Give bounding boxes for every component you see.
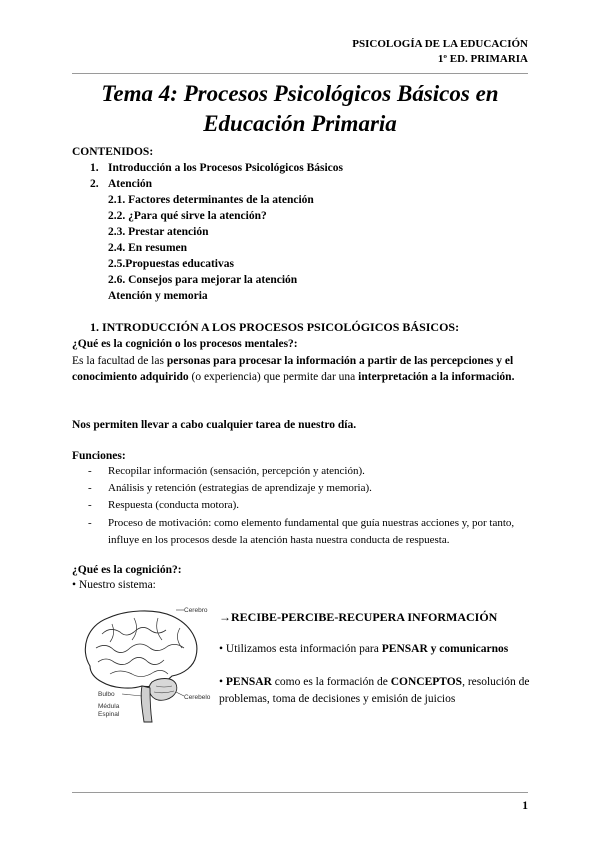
recibe-headline: →RECIBE-PERCIBE-RECUPERA INFORMACIÓN: [219, 610, 498, 624]
function-item: [88, 498, 538, 513]
contents-subitem: 2.3. Prestar atención: [108, 226, 209, 238]
function-item: [88, 515, 536, 549]
contents-subitem: 2.2. ¿Para qué sirve la atención?: [108, 210, 267, 222]
statement: Nos permiten llevar a cabo cualquier tarea de nuestro día.: [72, 419, 357, 431]
function-text: Recopilar información (sensación, percepción y atención).: [108, 465, 365, 477]
cognition-question: ¿Qué es la cognición o los procesos mentales?:: [72, 338, 298, 350]
dash-marker: -: [88, 517, 92, 529]
cognition-definition: [72, 353, 530, 385]
contents-subitem: Atención y memoria: [108, 290, 208, 302]
think-paragraph: [219, 674, 531, 708]
contents-subitem: 2.1. Factores determinantes de la atención: [108, 194, 314, 206]
section-1-heading: 1. INTRODUCCIÓN A LOS PROCESOS PSICOLÓGICOS BÁSICOS:: [90, 320, 460, 334]
brain-drawing: [72, 604, 212, 738]
contents-heading: CONTENIDOS:: [72, 146, 154, 158]
definition-text-2: (o experiencia) que permite dar una: [188, 371, 359, 383]
contents-item-2-number: 2.: [90, 178, 99, 190]
dash-marker: -: [88, 482, 92, 494]
function-item: [88, 481, 538, 496]
label-cerebro: Cerebro: [184, 607, 208, 614]
think-bold-2: CONCEPTOS: [390, 676, 463, 688]
system-line: • Nuestro sistema:: [72, 579, 156, 591]
header-subject: PSICOLOGÍA DE LA EDUCACIÓN: [352, 38, 528, 50]
contents-item-1-label: Introducción a los Procesos Psicológicos Básicos: [108, 162, 344, 174]
definition-bold-2: interpretación a la información.: [358, 371, 515, 383]
function-text: Análisis y retención (estrategias de aprendizaje y memoria).: [108, 482, 372, 494]
title-line-1: Tema 4: Procesos Psicológicos Básicos en: [101, 81, 499, 106]
page-title: [72, 79, 528, 139]
dash-marker: -: [88, 499, 92, 511]
use-info-text: • Utilizamos esta información para: [219, 643, 382, 655]
dash-marker: -: [88, 465, 92, 477]
label-espinal: Espinal: [98, 711, 120, 718]
use-info-bold: PENSAR y comunicarnos: [381, 643, 509, 655]
functions-heading: Funciones:: [72, 450, 126, 462]
contents-subitem: 2.5.Propuestas educativas: [108, 258, 234, 270]
contents-subitem: 2.4. En resumen: [108, 242, 188, 254]
cognition-question-2: ¿Qué es la cognición?:: [72, 564, 182, 576]
contents-item-2-label: Atención: [108, 178, 153, 190]
function-text: Proceso de motivación: como elemento fundamental que guía nuestras acciones y, por tanto, influye en los procesos desde la atención hasta nuestra conducta de respuesta.: [108, 517, 515, 546]
contents-item-1: [90, 161, 343, 176]
definition-text-1: Es la facultad de las: [72, 355, 167, 367]
page-number: 1: [522, 800, 528, 812]
function-text: Respuesta (conducta motora).: [108, 499, 240, 511]
think-bold-1: PENSAR: [225, 676, 272, 688]
think-text-1: como es la formación de: [271, 676, 391, 688]
brain-illustration: [72, 604, 212, 738]
contents-item-1-number: 1.: [90, 162, 99, 174]
contents-item-2: [90, 177, 152, 192]
use-info-line: [219, 642, 508, 657]
header-divider: [72, 73, 528, 74]
header-course: 1º ED. PRIMARIA: [437, 53, 528, 65]
contents-subitem: 2.6. Consejos para mejorar la atención: [108, 274, 298, 286]
footer-divider: [72, 792, 528, 793]
title-line-2: Educación Primaria: [203, 111, 397, 136]
definition-bold-1: personas para procesar la información a partir de las percepciones y el conocimiento adquirido: [72, 355, 514, 383]
think-text-2: , resolución de problemas, toma de decisiones y emisión de juicios: [219, 676, 530, 705]
think-bullet: •: [219, 676, 226, 688]
function-item: [88, 464, 538, 479]
label-medula: Médula: [98, 703, 120, 710]
label-cerebelo: Cerebelo: [184, 694, 211, 701]
label-bulbo: Bulbo: [98, 691, 115, 698]
